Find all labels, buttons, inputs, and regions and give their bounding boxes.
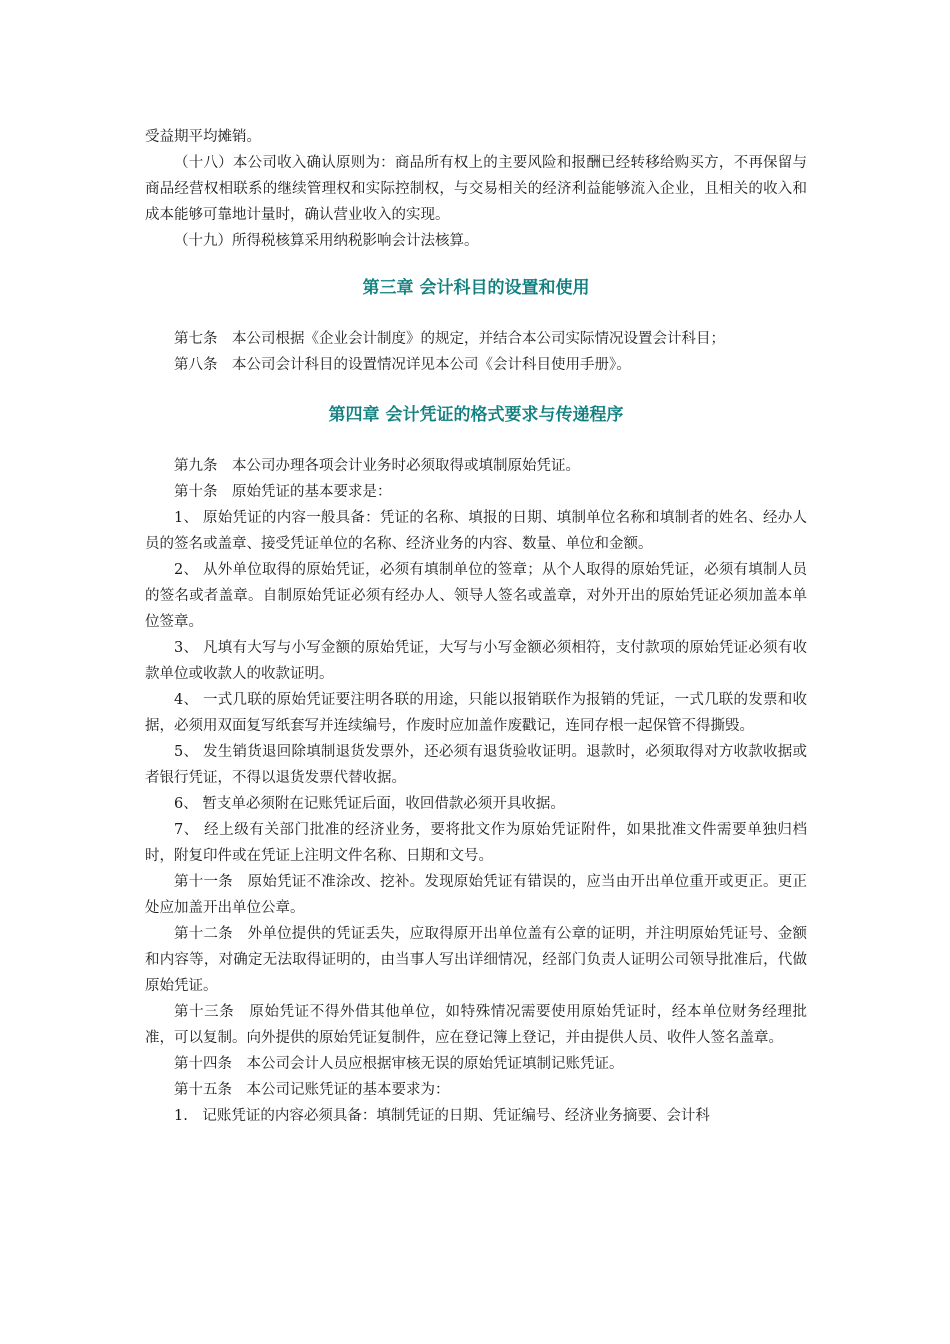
article-12: 第十二条 外单位提供的凭证丢失，应取得原开出单位盖有公章的证明，并注明原始凭证号、金额和内容等，对确定无法取得证明的，由当事人写出详细情况，经部门负责人证明公司领导批准后，代做原始凭证。: [145, 926, 807, 994]
article-10: 第十条 原始凭证的基本要求是：: [174, 484, 392, 500]
article-14: 第十四条 本公司会计人员应根据审核无误的原始凭证填制记账凭证。: [174, 1056, 624, 1072]
article-8: 第八条 本公司会计科目的设置情况详见本公司《会计科目使用手册》。: [174, 357, 631, 373]
list-item-6: 6、 暂支单必须附在记账凭证后面，收回借款必须开具收据。: [174, 796, 565, 812]
article-9: 第九条 本公司办理各项会计业务时必须取得或填制原始凭证。: [174, 458, 580, 474]
list-item-1: 1、 原始凭证的内容一般具备：凭证的名称、填报的日期、填制单位名称和填制者的姓名、经办人员的签名或盖章、接受凭证单位的名称、经济业务的内容、数量、单位和金额。: [145, 510, 807, 552]
list-item-3: 3、 凡填有大写与小写金额的原始凭证，大写与小写金额必须相符，支付款项的原始凭证必须有收款单位或收款人的收款证明。: [145, 640, 807, 682]
article-7: 第七条 本公司根据《企业会计制度》的规定，并结合本公司实际情况设置会计科目；: [174, 331, 725, 347]
chapter-3-heading: 第三章 会计科目的设置和使用: [362, 278, 590, 298]
article-15: 第十五条 本公司记账凭证的基本要求为：: [174, 1082, 450, 1098]
article-11: 第十一条 原始凭证不准涂改、挖补。发现原始凭证有错误的，应当由开出单位重开或更正。更正处应加盖开出单位公章。: [145, 874, 807, 916]
article-13: 第十三条 原始凭证不得外借其他单位，如特殊情况需要使用原始凭证时，经本单位财务经理批准，可以复制。向外提供的原始凭证复制件，应在登记簿上登记，并由提供人员、收件人签名盖章。: [145, 1004, 807, 1046]
list-item-voucher-1: 1. 记账凭证的内容必须具备：填制凭证的日期、凭证编号、经济业务摘要、会计科: [174, 1108, 710, 1124]
list-item-7: 7、 经上级有关部门批准的经济业务，要将批文作为原始凭证附件，如果批准文件需要单独归档时，附复印件或在凭证上注明文件名称、日期和文号。: [145, 822, 807, 864]
document-body: [145, 124, 807, 1129]
list-item-5: 5、 发生销货退回除填制退货发票外，还必须有退货验收证明。退款时，必须取得对方收款收据或者银行凭证，不得以退货发票代替收据。: [145, 744, 807, 786]
paragraph-continuation: 受益期平均摊销。: [145, 129, 261, 145]
list-item-4: 4、 一式几联的原始凭证要注明各联的用途，只能以报销联作为报销的凭证，一式几联的发票和收据，必须用双面复写纸套写并连续编号，作废时应加盖作废戳记，连同存根一起保管不得撕毁。: [145, 692, 807, 734]
chapter-4-heading: 第四章 会计凭证的格式要求与传递程序: [328, 405, 624, 425]
list-item-2: 2、 从外单位取得的原始凭证，必须有填制单位的签章；从个人取得的原始凭证，必须有填制人员的签名或者盖章。自制原始凭证必须有经办人、领导人签名或盖章，对外开出的原始凭证必须加盖本单位签章。: [145, 562, 807, 630]
paragraph-income-tax: （十九）所得税核算采用纳税影响会计法核算。: [174, 233, 479, 249]
paragraph-revenue-recognition: （十八）本公司收入确认原则为：商品所有权上的主要风险和报酬已经转移给购买方，不再保留与商品经营权相联系的继续管理权和实际控制权，与交易相关的经济利益能够流入企业，且相关的收入和成本能够可靠地计量时，确认营业收入的实现。: [145, 155, 807, 223]
